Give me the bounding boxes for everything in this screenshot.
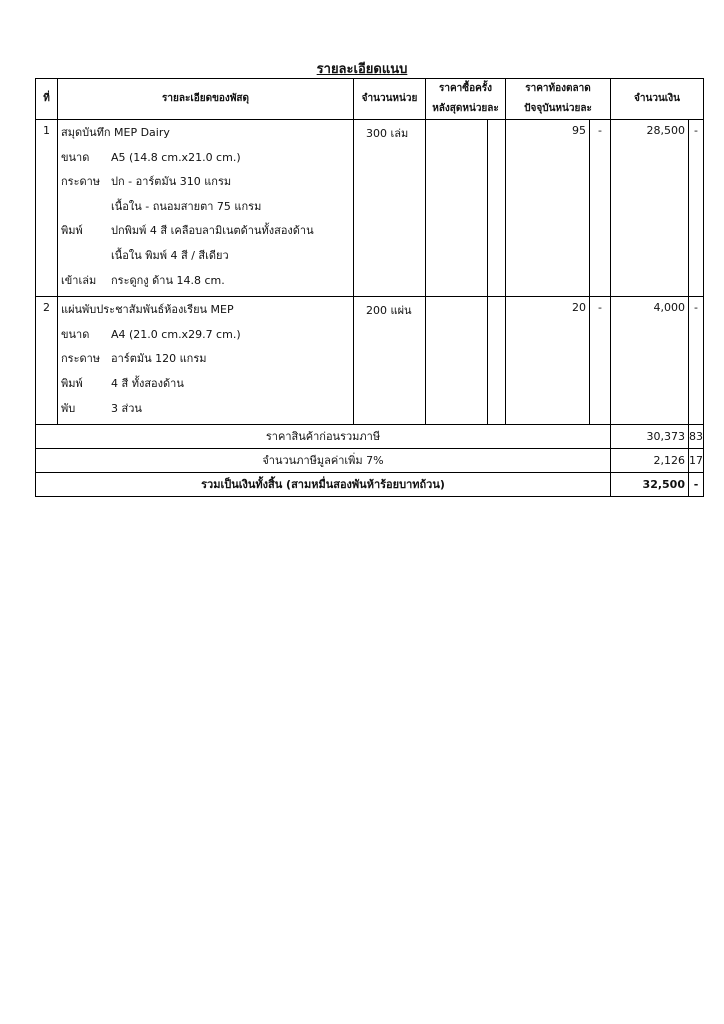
item-no: 2	[36, 297, 58, 425]
item-market-price: 20	[506, 297, 590, 425]
detail-line-text: ปกพิมพ์ 4 สี เคลือบลามิเนตด้านทั้งสองด้าน	[111, 224, 314, 238]
item-detail	[58, 297, 354, 425]
detail-line	[61, 247, 350, 272]
detail-line-text: 3 ส่วน	[111, 401, 142, 415]
item-market-price-decimal: -	[590, 120, 611, 297]
header-last-price-line1: ราคาซื้อครั้ง	[438, 83, 493, 94]
item-last-price-decimal	[488, 297, 506, 425]
detail-line	[61, 400, 350, 425]
item-market-price: 95	[506, 120, 590, 297]
detail-line-text: A4 (21.0 cm.x29.7 cm.)	[111, 327, 241, 341]
detail-line-text: กระดูกงู ด้าน 14.8 cm.	[111, 273, 225, 287]
detail-table	[35, 78, 704, 497]
vat-amount: 2,126	[611, 449, 689, 473]
detail-line	[61, 173, 350, 198]
vat-decimal: 17	[689, 449, 704, 473]
subtotal-amount: 30,373	[611, 425, 689, 449]
detail-line-label	[61, 198, 111, 223]
header-market-price-line2: ปัจจุบันหน่วยละ	[524, 103, 592, 114]
header-detail: รายละเอียดของพัสดุ	[58, 79, 354, 120]
detail-line-label: เข้าเล่ม	[61, 273, 97, 287]
item-qty: 200 แผ่น	[354, 297, 426, 425]
header-row	[36, 79, 704, 120]
detail-line-label: พิมพ์	[61, 224, 83, 238]
detail-line-text: สมุดบันทึก MEP Dairy	[61, 126, 170, 139]
item-detail	[58, 120, 354, 297]
item-amount-decimal: -	[689, 297, 704, 425]
item-last-price-decimal	[488, 120, 506, 297]
item-amount: 28,500	[611, 120, 689, 297]
table-row	[36, 297, 704, 425]
detail-line	[61, 375, 350, 400]
detail-line-label: พิมพ์	[61, 376, 83, 390]
header-qty: จำนวนหน่วย	[354, 79, 426, 120]
detail-line-text: 4 สี ทั้งสองด้าน	[111, 376, 184, 390]
detail-line-label: พับ	[61, 401, 76, 415]
item-amount-decimal: -	[689, 120, 704, 297]
detail-line-text: อาร์ตมัน 120 แกรม	[111, 352, 207, 366]
vat-row	[36, 449, 704, 473]
item-market-price-decimal: -	[590, 297, 611, 425]
detail-line	[61, 124, 350, 149]
total-amount: 32,500	[611, 473, 689, 497]
detail-line	[61, 222, 350, 247]
header-last-price	[426, 79, 506, 120]
total-decimal: -	[689, 473, 704, 497]
detail-line-text: แผ่นพับประชาสัมพันธ์ห้องเรียน MEP	[61, 303, 234, 317]
detail-line-label: กระดาษ	[61, 175, 101, 189]
detail-line	[61, 272, 350, 297]
detail-line	[61, 198, 350, 223]
item-qty: 300 เล่ม	[354, 120, 426, 297]
header-market-price-line1: ราคาท้องตลาด	[525, 83, 591, 94]
subtotal-label: ราคาสินค้าก่อนรวมภาษี	[36, 425, 611, 449]
detail-line	[61, 301, 350, 326]
detail-line-text: เนื้อใน พิมพ์ 4 สี / สีเดียว	[111, 248, 229, 262]
detail-line-text: A5 (14.8 cm.x21.0 cm.)	[111, 150, 241, 164]
total-label: รวมเป็นเงินทั้งสิ้น (สามหมื่นสองพันห้าร้อยบาทถ้วน)	[36, 473, 611, 497]
subtotal-row	[36, 425, 704, 449]
item-last-price	[426, 297, 488, 425]
total-row	[36, 473, 704, 497]
detail-line	[61, 326, 350, 351]
header-last-price-line2: หลังสุดหน่วยละ	[432, 103, 499, 114]
header-no: ที่	[36, 79, 58, 120]
detail-line-label: ขนาด	[61, 327, 90, 341]
detail-line-label: ขนาด	[61, 150, 90, 164]
page-title: รายละเอียดแนบ	[316, 62, 408, 77]
detail-line-text: ปก - อาร์ตมัน 310 แกรม	[111, 175, 232, 189]
vat-label: จำนวนภาษีมูลค่าเพิ่ม 7%	[36, 449, 611, 473]
detail-line	[61, 149, 350, 174]
header-market-price	[506, 79, 611, 120]
detail-line-text: เนื้อใน - ถนอมสายตา 75 แกรม	[111, 199, 262, 213]
detail-line-label: กระดาษ	[61, 352, 101, 366]
item-no: 1	[36, 120, 58, 297]
detail-line	[61, 350, 350, 375]
detail-line-label	[61, 247, 111, 272]
item-amount: 4,000	[611, 297, 689, 425]
table-row	[36, 120, 704, 297]
item-last-price	[426, 120, 488, 297]
subtotal-decimal: 83	[689, 425, 704, 449]
header-amount: จำนวนเงิน	[611, 79, 704, 120]
